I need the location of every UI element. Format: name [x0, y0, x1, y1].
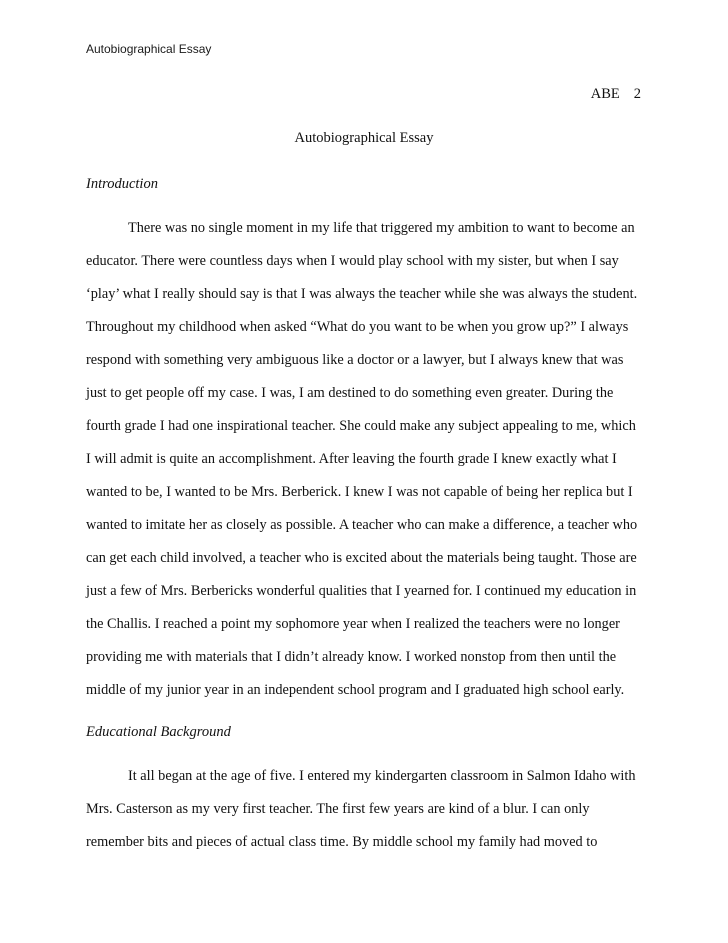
paragraph-line: respond with something very ambiguous like a doctor or a lawyer, but I always knew that was [86, 352, 624, 368]
paragraph-line: middle of my junior year in an independent school program and I graduated high school early. [86, 682, 625, 698]
paragraph-line: fourth grade I had one inspirational teacher. She could make any subject appealing to me, which [86, 418, 636, 434]
page-number: 2 [633, 86, 641, 102]
paragraph-line: ‘play’ what I really should say is that I was always the teacher while she was always the student. [86, 286, 638, 302]
essay-title: Autobiographical Essay [294, 130, 434, 146]
paragraph-line: wanted to imitate her as closely as possible. A teacher who can make a difference, a teacher who [86, 517, 638, 533]
paragraph-line: There was no single moment in my life that triggered my ambition to want to become an [128, 220, 635, 236]
paragraph-line: I will admit is quite an accomplishment. After leaving the fourth grade I knew exactly what I [86, 451, 617, 467]
page-header [591, 86, 641, 103]
paragraph-line: educator. There were countless days when I would play school with my sister, but when I say [86, 253, 619, 269]
paragraph-line: just to get people off my case. I was, I am destined to do something even greater. During the [86, 385, 614, 401]
running-head: Autobiographical Essay [86, 42, 212, 56]
section-heading-educational-background: Educational Background [86, 724, 231, 740]
section-heading-introduction: Introduction [86, 176, 158, 192]
short-title: ABE [590, 86, 620, 102]
paragraph-line: just a few of Mrs. Berbericks wonderful qualities that I yearned for. I continued my education in [86, 583, 637, 599]
paragraph-line: Throughout my childhood when asked “What do you want to be when you grow up?” I always [86, 319, 629, 335]
paragraph-line: providing me with materials that I didn’t already know. I worked nonstop from then until the [86, 649, 617, 665]
paragraph-line: the Challis. I reached a point my sophomore year when I realized the teachers were no longer [86, 616, 620, 632]
paragraph-line: remember bits and pieces of actual class time. By middle school my family had moved to [86, 834, 598, 850]
paragraph-line: wanted to be, I wanted to be Mrs. Berberick. I knew I was not capable of being her replica but I [86, 484, 633, 500]
paragraph-line: can get each child involved, a teacher who is excited about the materials being taught. Those are [86, 550, 637, 566]
paragraph-line: It all began at the age of five. I entered my kindergarten classroom in Salmon Idaho with [128, 768, 636, 784]
paragraph-line: Mrs. Casterson as my very first teacher. The first few years are kind of a blur. I can only [86, 801, 590, 817]
